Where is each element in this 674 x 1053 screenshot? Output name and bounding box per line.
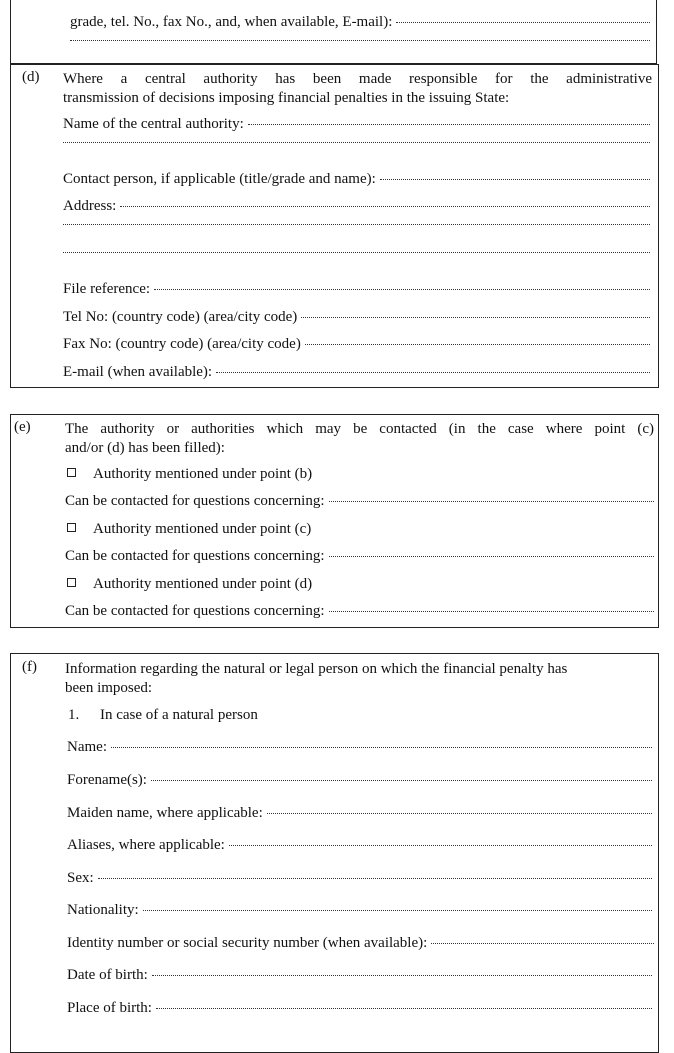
authority-b-checkbox[interactable] [67, 468, 76, 477]
place-of-birth-field[interactable] [67, 1001, 652, 1019]
section-c-contact-continuation[interactable] [70, 43, 650, 61]
authority-c-questions-label: Can be contacted for questions concerning: [65, 548, 325, 564]
section-d-intro-line2: transmission of decisions imposing financial penalties in the issuing State: [63, 90, 510, 106]
date-of-birth-field[interactable] [67, 968, 652, 986]
authority-d-questions-dots[interactable] [329, 611, 655, 612]
fax-field[interactable] [63, 337, 650, 355]
tel-field[interactable] [63, 310, 650, 328]
section-c-contact-field[interactable] [70, 15, 650, 33]
file-reference-field[interactable] [63, 282, 650, 300]
central-authority-label: Name of the central authority: [63, 116, 244, 132]
section-d-letter: (d) [22, 69, 40, 85]
section-e-intro-line2: and/or (d) has been filled): [65, 440, 225, 456]
address-label: Address: [63, 198, 117, 214]
forenames-label: Forename(s): [67, 772, 147, 788]
address-continuation-2-dots[interactable] [63, 252, 650, 253]
sex-dots[interactable] [98, 878, 652, 879]
aliases-field[interactable] [67, 838, 652, 856]
sex-label: Sex: [67, 870, 94, 886]
central-authority-continuation-dots[interactable] [63, 142, 650, 143]
authority-d-questions-label: Can be contacted for questions concerning: [65, 603, 325, 619]
name-label: Name: [67, 739, 107, 755]
authority-d-checkbox[interactable] [67, 578, 76, 587]
tel-label: Tel No: (country code) (area/city code) [63, 309, 298, 325]
maiden-name-field[interactable] [67, 806, 652, 824]
email-label: E-mail (when available): [63, 364, 213, 380]
authority-b-label: Authority mentioned under point (b) [93, 466, 313, 482]
section-d-intro-line1: Where a central authority has been made responsible for the administrative [63, 71, 652, 87]
address-field[interactable] [63, 199, 650, 217]
date-of-birth-label: Date of birth: [67, 967, 148, 983]
aliases-label: Aliases, where applicable: [67, 837, 225, 853]
file-reference-label: File reference: [63, 281, 151, 297]
forenames-dots[interactable] [151, 780, 652, 781]
section-c-contact-label: grade, tel. No., fax No., and, when available, E-mail): [70, 14, 393, 30]
name-dots[interactable] [111, 747, 652, 748]
forenames-field[interactable] [67, 773, 652, 791]
contact-person-label: Contact person, if applicable (title/grade and name): [63, 171, 376, 187]
address-continuation-1[interactable] [63, 227, 650, 245]
authority-c-questions-field[interactable] [65, 549, 654, 567]
authority-b-questions-dots[interactable] [329, 501, 655, 502]
aliases-dots[interactable] [229, 845, 652, 846]
maiden-name-label: Maiden name, where applicable: [67, 805, 263, 821]
date-of-birth-dots[interactable] [152, 975, 652, 976]
address-continuation-2[interactable] [63, 255, 650, 273]
nationality-dots[interactable] [143, 910, 652, 911]
file-reference-dots[interactable] [154, 289, 650, 290]
place-of-birth-label: Place of birth: [67, 1000, 152, 1016]
nationality-label: Nationality: [67, 902, 139, 918]
section-e-intro-line1: The authority or authorities which may be contacted (in the case where point (c) [65, 421, 654, 437]
address-dots[interactable] [120, 206, 650, 207]
authority-c-checkbox[interactable] [67, 523, 76, 532]
authority-d-label: Authority mentioned under point (d) [93, 576, 313, 592]
address-continuation-1-dots[interactable] [63, 224, 650, 225]
authority-d-option[interactable] [67, 577, 647, 595]
contact-person-field[interactable] [63, 172, 650, 190]
section-f-intro-line1: Information regarding the natural or legal person on which the financial penalty has [65, 661, 568, 677]
identity-number-dots[interactable] [431, 943, 654, 944]
place-of-birth-dots[interactable] [156, 1008, 652, 1009]
authority-c-label: Authority mentioned under point (c) [93, 521, 312, 537]
authority-b-questions-field[interactable] [65, 494, 654, 512]
fax-label: Fax No: (country code) (area/city code) [63, 336, 301, 352]
nationality-field[interactable] [67, 903, 652, 921]
section-c-contact-dots[interactable] [396, 22, 650, 23]
authority-b-questions-label: Can be contacted for questions concerning: [65, 493, 325, 509]
email-field[interactable] [63, 365, 650, 383]
authority-b-option[interactable] [67, 467, 647, 485]
sex-field[interactable] [67, 871, 652, 889]
identity-number-label: Identity number or social security number (when available): [67, 935, 428, 951]
tel-dots[interactable] [301, 317, 650, 318]
natural-person-heading [68, 708, 568, 726]
fax-dots[interactable] [305, 344, 650, 345]
section-c-continuation-dots[interactable] [70, 40, 650, 41]
central-authority-field[interactable] [63, 117, 650, 135]
section-e-letter: (e) [14, 419, 31, 435]
name-field[interactable] [67, 740, 652, 758]
identity-number-field[interactable] [67, 936, 654, 954]
maiden-name-dots[interactable] [267, 813, 652, 814]
contact-person-dots[interactable] [380, 179, 650, 180]
authority-c-option[interactable] [67, 522, 647, 540]
central-authority-continuation[interactable] [63, 145, 650, 163]
authority-d-questions-field[interactable] [65, 604, 654, 622]
section-f-letter: (f) [22, 659, 37, 675]
central-authority-dots[interactable] [248, 124, 650, 125]
section-f-intro-line2: been imposed: [65, 680, 153, 696]
natural-person-label: In case of a natural person [100, 707, 258, 723]
authority-c-questions-dots[interactable] [329, 556, 655, 557]
natural-person-number: 1. [68, 707, 80, 723]
email-dots[interactable] [216, 372, 650, 373]
